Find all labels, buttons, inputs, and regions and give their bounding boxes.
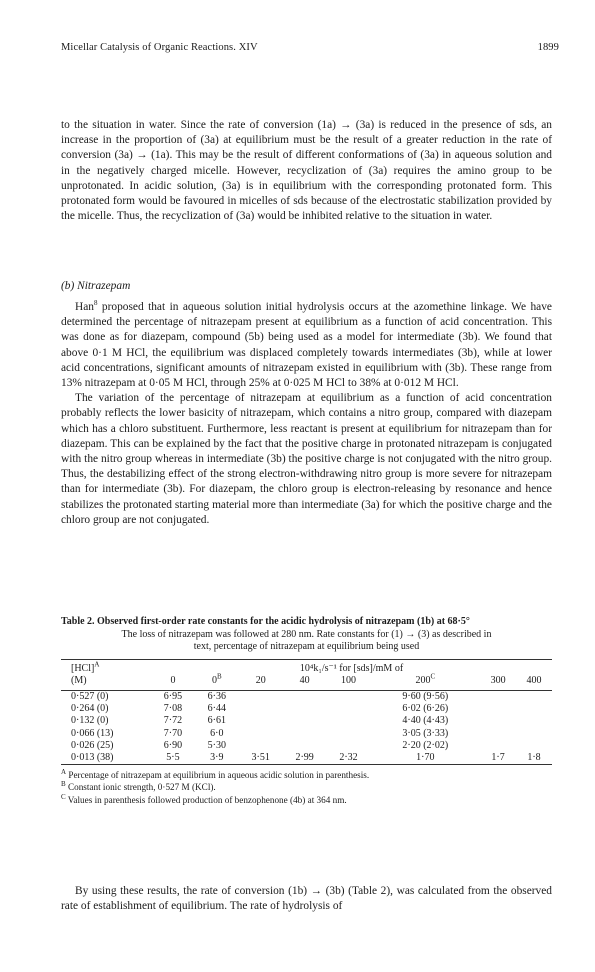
col-hcl-header xyxy=(61,660,151,675)
hcl-concentration-cell: 0·132 (0) xyxy=(71,715,109,727)
paragraph-2 xyxy=(61,300,552,391)
rate-constant-cell: 3·51 xyxy=(251,751,270,763)
rate-constant-cell xyxy=(327,703,371,715)
col-header-label: 100 xyxy=(341,674,356,686)
footnote-text: Constant ionic strength, 0·527 M (KCl). xyxy=(65,782,216,793)
rate-constant-cell: 1·7 xyxy=(491,751,505,763)
footnote-text: Values in parenthesis followed production of benzophenone (4b) at 364 nm. xyxy=(65,794,347,805)
table-title xyxy=(61,616,552,629)
col-header-sds-0 xyxy=(151,675,195,687)
footnote xyxy=(61,794,552,806)
rate-constant-cell xyxy=(239,728,283,740)
body-paragraph-1 xyxy=(61,118,552,224)
col-header-label: 400 xyxy=(526,674,542,686)
rate-constant-cell: 6·44 xyxy=(207,703,226,715)
rate-constant-cell xyxy=(480,703,516,715)
rate-constant-cell xyxy=(239,703,283,715)
col-header-sds-2 xyxy=(239,675,283,687)
rate-constant-cell: 7·08 xyxy=(163,703,183,715)
footnote-text: Percentage of nitrazepam at equilibrium in aqueous acidic solution in parenthesis. xyxy=(66,770,370,781)
rate-constant-cell: 1·70 xyxy=(416,751,435,763)
paragraph-text: to the situation in water. Since the rate of conversion (1a) → (3a) is reduced in the presence of sds, an increase in the proportion of (3a) at equilibrium must be the result of a greater reduction in the rate of conversion (3a) → (1a). This may be the result of different conformations of (3a) in aqueous solution and in the negatively charged micelle. However, recyclization of (3a) requires the amino group to be unprotonated. In acidic solution, (3a) is in equilibrium with the corresponding protonated form. This protonated form would be favoured in micelles of sds because of the electrostatic stabilization provided by the micelle. Thus, the recyclization of (3a) would be inhibited relative to the situation in water. xyxy=(61,119,552,223)
rate-constant-cell: 6·90 xyxy=(163,739,183,751)
table-2 xyxy=(61,616,552,806)
col-header-label: 40 xyxy=(299,674,310,686)
rate-constant-cell xyxy=(283,728,327,740)
rate-constant-cell xyxy=(283,690,327,703)
table-row xyxy=(61,715,552,727)
table-row xyxy=(61,740,552,752)
rate-constant-cell: 6·61 xyxy=(207,715,226,727)
rate-constant-cell xyxy=(480,715,516,727)
reference-mark: 8 xyxy=(93,299,98,308)
rate-constant-cell xyxy=(480,728,516,740)
col-header-label: 200 xyxy=(415,674,431,686)
rate-constant-cell xyxy=(239,690,283,703)
col-header-sds-5 xyxy=(370,672,480,687)
table-title-text: Table 2. Observed first-order rate constants for the acidic hydrolysis of nitrazepam (1b) at 68·5° xyxy=(61,616,470,627)
rate-constant-cell: 2·20 (2·02) xyxy=(402,739,449,751)
rate-constant-cell xyxy=(327,715,371,727)
hcl-concentration-cell: 0·026 (25) xyxy=(71,739,114,751)
rate-constant-cell: 6·36 xyxy=(207,690,226,702)
rate-constant-cell xyxy=(239,715,283,727)
rate-constant-cell xyxy=(327,728,371,740)
hcl-concentration-cell: 0·013 (38) xyxy=(71,751,114,763)
rate-constant-cell: 6·02 (6·26) xyxy=(402,703,449,715)
rate-constant-span-header: 10⁴k₁/s⁻¹ for [sds]/mM of xyxy=(299,662,404,674)
footnote-mark: C xyxy=(430,672,436,681)
rate-constant-cell xyxy=(516,728,552,740)
table-footnotes xyxy=(61,769,552,806)
body-paragraphs-nitrazepam xyxy=(61,300,552,528)
footnote-mark: A xyxy=(61,768,67,777)
paragraph-3: The variation of the percentage of nitrazepam at equilibrium as a function of acid concentration probably reflects the lower basicity of nitrazepam, which contains a nitro group, compared with diazepam which has a chloro substituent. Furthermore, less reactant is present at equilibrium for nitrazepam than for diazepam. This can be explained by the fact that the positive charge in protonated nitrazepam is conjugated with the nitro group whereas in intermediate (3b) the positive charge is not conjugated with the nitro group. Thus, the destabilizing effect of the strong electron-withdrawing nitro group is more severe for nitrazepam than for intermediate (3b). For diazepam, the chloro group is electron-releasing by resonance and hence stabilizes the protonated starting material more than intermediate (3a) for which the positive charge and the chloro group are not conjugated. xyxy=(61,392,552,526)
footnote-mark: C xyxy=(61,792,66,801)
table-subtitle xyxy=(61,629,552,654)
rate-constant-cell xyxy=(516,715,552,727)
rate-constant-cell: 9·60 (9·56) xyxy=(402,690,449,702)
rate-constant-cell xyxy=(480,740,516,752)
footnote xyxy=(61,781,552,793)
table-row xyxy=(61,728,552,740)
rate-constant-cell: 6·0 xyxy=(210,727,224,739)
hcl-concentration-cell: 0·527 (0) xyxy=(71,690,109,702)
table-subtitle-line-1: The loss of nitrazepam was followed at 280 nm. Rate constants for (1) → (3) as described in xyxy=(121,628,492,640)
rate-constant-cell: 3·05 (3·33) xyxy=(402,727,449,739)
footnote xyxy=(61,769,552,781)
footnote-mark: B xyxy=(61,780,66,789)
rate-constant-cell xyxy=(283,703,327,715)
col-header-label: 0 xyxy=(170,674,176,686)
col-header-sds-6 xyxy=(480,675,516,687)
col-header-label: 300 xyxy=(490,674,506,686)
running-title: Micellar Catalysis of Organic Reactions. XIV xyxy=(61,42,258,53)
rate-constant-cell xyxy=(283,740,327,752)
rate-constant-cell xyxy=(327,740,371,752)
rate-constant-cell: 4·40 (4·43) xyxy=(402,715,449,727)
col-header-sds-3 xyxy=(283,675,327,687)
footnote-mark: B xyxy=(217,672,222,681)
rate-constant-cell xyxy=(480,690,516,703)
rate-constant-cell: 7·72 xyxy=(163,715,183,727)
rate-constant-cell: 1·8 xyxy=(527,751,541,763)
footnote-mark-a: A xyxy=(94,660,100,669)
col-header-label: 20 xyxy=(255,674,266,686)
rate-constant-cell xyxy=(516,703,552,715)
col-header-sds-1 xyxy=(195,672,239,687)
page-header xyxy=(61,42,559,53)
rate-constant-cell: 5·5 xyxy=(166,751,180,763)
col-header-sds-7 xyxy=(516,675,552,687)
table-row xyxy=(61,690,552,703)
section-heading: (b) Nitrazepam xyxy=(61,280,131,292)
rate-constant-cell xyxy=(516,740,552,752)
rate-constant-cell xyxy=(327,690,371,703)
rate-constant-cell: 7·70 xyxy=(163,727,183,739)
col-header-sds-4 xyxy=(327,675,371,687)
rate-constant-cell: 6·95 xyxy=(163,690,183,702)
table-row xyxy=(61,703,552,715)
table-subtitle-line-2: text, percentage of nitrazepam at equilibrium being used xyxy=(193,641,420,652)
rate-constant-cell xyxy=(239,740,283,752)
rate-constant-cell: 2·32 xyxy=(339,751,358,763)
paragraph-2-text: proposed that in aqueous solution initial hydrolysis occurs at the azomethine linkage. We have determined the percentage of nitrazepam present at equilibrium as a function of acid concentration. This was done as for diazepam, compound (5b) being used as a model for intermediate (3b). We found that above 0·1 M HCl, the equilibrium was displaced completely towards intermediates (3b), while at lower acid concentrations, significant amounts of nitrazepam existed in equilibrium with (3b). These range from 13% nitrazepam at 0·05 M HCl, through 25% at 0·025 M HCl to 38% at 0·012 M HCl. xyxy=(61,301,552,390)
col-hcl-label: [HCl] xyxy=(71,662,95,674)
table-row xyxy=(61,752,552,765)
rate-constant-cell xyxy=(283,715,327,727)
rate-constant-cell: 2·99 xyxy=(295,751,314,763)
col-hcl-unit: (M) xyxy=(71,674,87,686)
page-number: 1899 xyxy=(537,42,559,53)
rate-constant-cell: 5·30 xyxy=(207,739,226,751)
body-paragraph-last xyxy=(61,884,552,914)
rate-constant-cell: 3·9 xyxy=(210,751,224,763)
rate-constants-table xyxy=(61,659,552,768)
hcl-concentration-cell: 0·264 (0) xyxy=(71,703,109,715)
hcl-concentration-cell: 0·066 (13) xyxy=(71,727,114,739)
paragraph-2-author: Han xyxy=(75,301,94,313)
rate-constant-cell xyxy=(516,690,552,703)
col-header-label: 0 xyxy=(212,674,217,686)
paragraph-last-text: By using these results, the rate of conversion (1b) → (3b) (Table 2), was calculated from the observed rate of establishment of equilibrium. The rate of hydrolysis of xyxy=(61,885,552,913)
